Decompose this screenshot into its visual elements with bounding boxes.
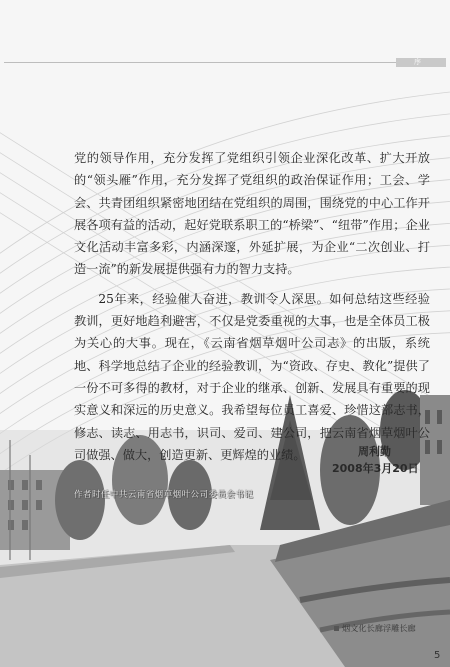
paragraph: 党的领导作用，充分发挥了党组织引领企业深化改革、扩大开放的“领头雁”作用，充分发挥了党组织的政治保证作用；工会、学会、共青团组织紧密地团结在党组织的周围，围绕党的中心工作开展各项有益的活动，起好党联系职工的“桥梁”、“纽带”作用；企业文化活动丰富多彩，内涵深邃，外延扩展，为企业“二次创业、打造一流”的新发展提供强有力的智力支持。 <box>74 151 430 277</box>
photo-caption <box>334 623 416 634</box>
preface-body <box>74 147 430 466</box>
page-number: 5 <box>434 650 441 661</box>
author-note: 作者时任中共云南省烟草烟叶公司委员会书记 <box>74 489 254 499</box>
bullet-square-icon <box>334 626 339 631</box>
signature-name: 周利勤 <box>358 445 391 458</box>
section-tab <box>396 58 446 67</box>
section-tab-label: 序 <box>414 58 421 66</box>
signature-date: 2008年3月20日 <box>332 462 419 475</box>
photo-caption-text: 烟文化长廊浮雕长廊 <box>342 623 416 633</box>
header-rule <box>4 62 446 63</box>
paragraph: 25年来，经验催人奋进，教训令人深思。如何总结这些经验教训，更好地趋利避害，不仅是党委重视的大事，也是全体员工极为关心的大事。现在，《云南省烟草烟叶公司志》的出版，系统地、科学地总结了企业的经验教训，为“资政、存史、教化”提供了一份不可多得的教材，对于企业的继承、创新、发展具有重要的现实意义和深远的历史意义。我希望每位员工喜爱、珍惜这部志书，修志、读志、用志书，识司、爱司、建公司，把云南省烟草烟叶公司做强、做大，创造更新、更辉煌的业绩。 <box>74 291 430 462</box>
